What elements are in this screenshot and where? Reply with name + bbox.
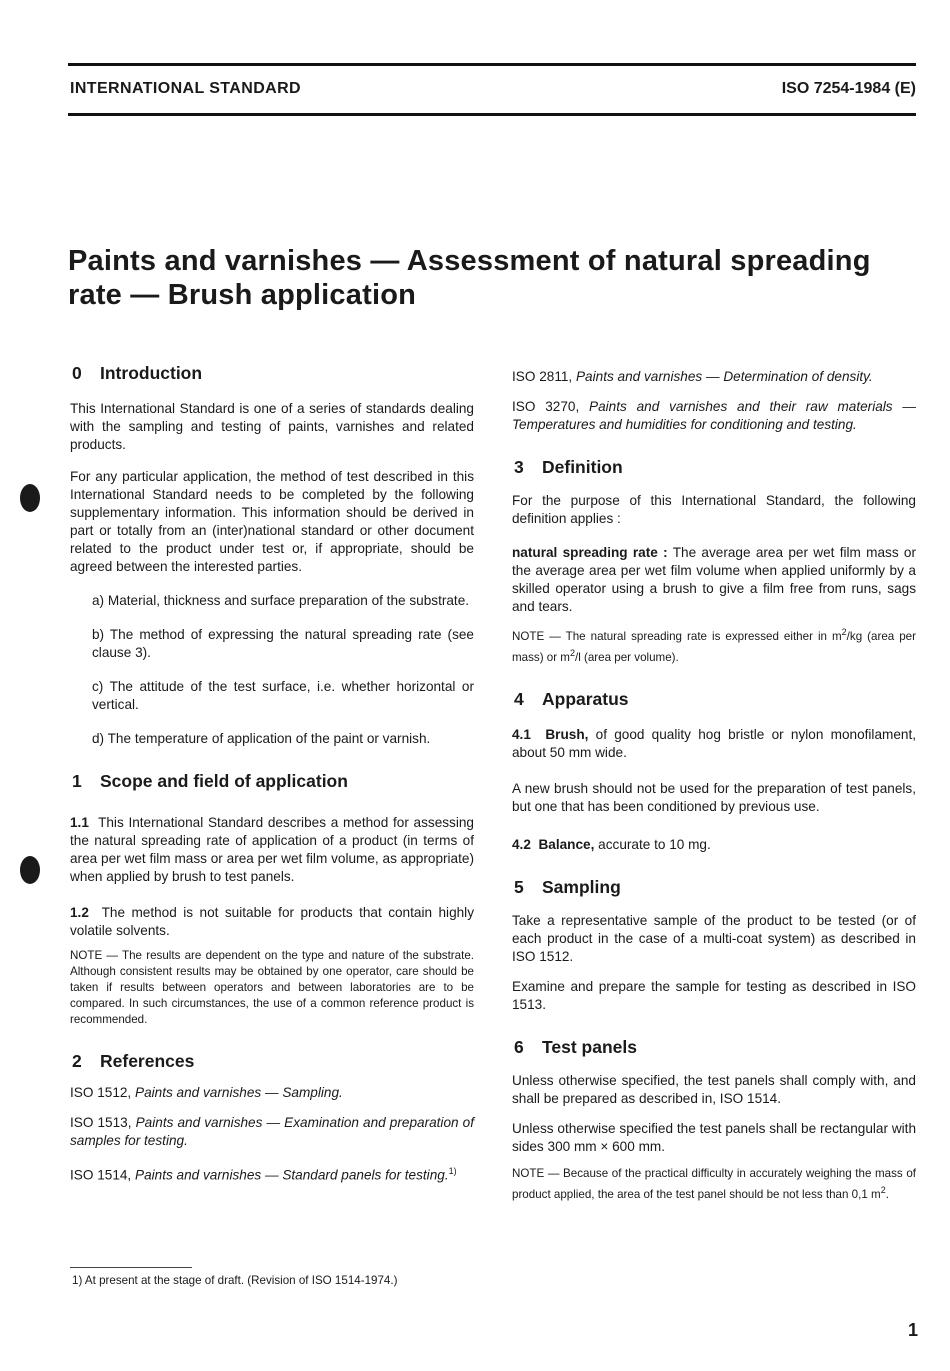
paragraph: Examine and prepare the sample for testing as described in ISO 1513. [512,978,916,1012]
page-title [68,244,918,312]
reference-item: ISO 1514, Paints and varnishes — Standard panels for testing.$^{1)}$ [70,1166,457,1183]
paragraph: Unless otherwise specified the test panels shall be rectangular with sides 300 mm × 600 mm. [512,1120,916,1154]
reference-item: ISO 2811, Paints and varnishes — Determination of density. [512,369,873,384]
title-line-2: rate — Brush application [68,279,417,311]
note: NOTE — Because of the practical difficulty in accurately weighing the mass of product applied, the area of the test panel should be not less than 0,1 $m^2$. [512,1166,916,1201]
page-number: 1 [907,1320,918,1340]
list-item: b) The method of expressing the natural spreading rate (see clause 3). [92,627,474,660]
clause-4-1: 4.1 Brush, of good quality hog bristle or nylon monofilament, about 50 mm wide. [512,726,916,760]
section-definition [512,456,916,666]
footnote-reference: 1) [448,1166,457,1176]
clause-4-2: 4.2 Balance, accurate to 10 mg. [512,836,711,852]
title-line-1: Paints and varnishes — Assessment of natural spreading [68,245,871,277]
paragraph: Take a representative sample of the product to be tested (or of each product in the case of a multi-coat system) as described in ISO 1512. [512,912,916,964]
footnote-rule [70,1267,192,1268]
list-item: d) The temperature of application of the paint or varnish. [92,731,431,746]
section-references [70,1050,474,1185]
definition: natural spreading rate : The average area per wet film mass or the average area per wet film volume when applied uniformly by a skilled operator using a brush to give a film free from runs, sags and tears. [512,545,917,614]
list-item: a) Material, thickness and surface preparation of the substrate. [92,593,470,608]
section-scope [70,770,474,1028]
paragraph: For any particular application, the method of test described in this International Standard needs to be completed by the following supplementary information. This information should be derived in part or totally from an (inter)national standard or other document related to the product under test or, if appropriate, should be agreed between the interested parties. [70,469,474,574]
footnote: 1) At present at the stage of draft. (Revision of ISO 1514-1974.) [72,1274,398,1287]
paragraph: This International Standard is one of a series of standards dealing with the sampling and testing of paints, varnishes and related products. [70,401,474,452]
section-introduction [70,362,474,748]
section-test-panels [512,1036,916,1203]
header-bottom-rule [68,113,916,116]
punch-hole-mark-lower [20,856,40,884]
punch-hole-mark-upper [20,484,40,512]
section-heading: 1 Scope and field of application [72,771,348,791]
section-heading: 4 Apparatus [514,688,629,709]
reference-item: ISO 1512, Paints and varnishes — Sampling. [70,1085,343,1100]
note: NOTE — The results are dependent on the type and nature of the substrate. Although consistent results may be obtained by one operator, care should be taken if results between operators and between laboratories are to be compared. In such circumstances, the use of a common reference product is recommended. [70,949,474,1026]
section-sampling [512,876,916,1014]
paragraph: A new brush should not be used for the preparation of test panels, but one that has been conditioned by previous use. [512,780,916,814]
clause-1-1: 1.1 This International Standard describes a method for assessing the natural spreading rate of application of a product (in terms of area per wet film mass or area per wet film volume, as appropriate) when applied by brush to test panels. [70,815,474,884]
paragraph: For the purpose of this International Standard, the following definition applies : [512,493,916,526]
reference-item: ISO 1513, Paints and varnishes — Examination and preparation of samples for testing. [70,1115,474,1148]
section-heading: 6 Test panels [514,1036,637,1057]
document-type-label: INTERNATIONAL STANDARD [70,80,302,97]
section-apparatus [512,688,916,854]
section-heading: 0 Introduction [72,363,203,383]
section-heading: 5 Sampling [514,876,621,897]
list-item: c) The attitude of the test surface, i.e. whether horizontal or vertical. [92,679,474,712]
note: NOTE — The natural spreading rate is expressed either in $m^2/kg$ (area per mass) or $m^2/l$ (area per volume). [512,627,916,664]
clause-1-2: 1.2 The method is not suitable for products that contain highly volatile solvents. [70,905,475,938]
paragraph: Unless otherwise specified, the test panels shall comply with, and shall be prepared as described in, ISO 1514. [512,1072,916,1106]
standard-number: ISO 7254-1984 (E) [781,80,916,97]
section-heading: 3 Definition [514,457,623,477]
reference-item: ISO 3270, Paints and varnishes and their raw materials — Temperatures and humidities for conditioning and testing. [512,399,916,432]
section-heading: 2 References [72,1051,195,1071]
left-column [70,362,474,1199]
right-column [512,368,916,1217]
header-top-rule [68,63,916,66]
